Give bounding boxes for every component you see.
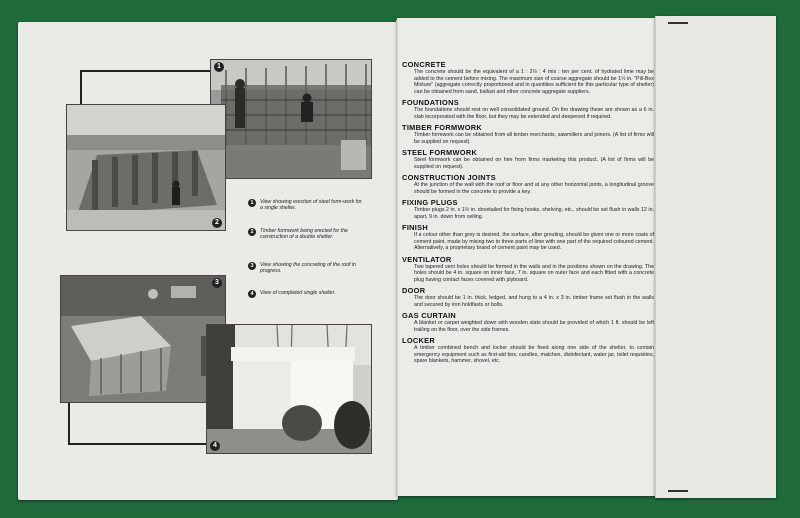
section-foundations [402, 98, 654, 120]
caption-photo-2 [250, 228, 365, 241]
section-body: A blanket or carpet weighted down with wooden slats should be provided of which 1 ft. should be left trailing on the floor, over the side frames. [414, 320, 654, 333]
section-title: FINISH [402, 223, 429, 232]
section-title: TIMBER FORMWORK [402, 123, 483, 132]
section-body: Two tapered vent holes should be formed in the walls and in the positions shown on the drawing. The holes should be 4 in. square on inner face, 7 in. square on outer face and each fitted with a concrete plug having contact faces covered with plyboard. [414, 263, 654, 283]
section-construction-joints [402, 173, 654, 195]
section-gas-curtain [402, 311, 654, 333]
caption-text: View showing the concreting of the roof in progress. [260, 262, 356, 275]
section-steel-formwork [402, 148, 654, 170]
caption-number: 2 [248, 228, 256, 236]
section-door [402, 286, 654, 308]
caption-photo-4 [250, 290, 365, 297]
section-fixing-plugs [402, 198, 654, 220]
section-title: CONSTRUCTION JOINTS [402, 173, 496, 182]
flap-mark-bottom [668, 490, 688, 492]
section-body: At the junction of the wall with the roof or floor and at any other horizontal joints, a longitudinal groove should be formed in the concrete to provide a key. [414, 182, 654, 195]
section-timber-formwork [402, 123, 654, 145]
section-title: LOCKER [402, 336, 436, 345]
caption-text: Timber formwork being erected for the construction of a double shelter. [260, 228, 348, 241]
caption-text: View of completed single shelter. [260, 290, 336, 296]
specification-sections [402, 60, 654, 368]
frame-line [80, 70, 82, 105]
photo-number-badge: 4 [210, 441, 220, 451]
frame-line [68, 443, 208, 445]
caption-photo-3 [250, 262, 365, 275]
section-title: STEEL FORMWORK [402, 148, 478, 157]
section-body: If a colour other than grey is desired, the surface, after grouting, should be given one or more coats of cement paint, made by mixing two to three parts of lime with one part of the required coloured cement. Alternatively, a proprietary brand of cement paint may be used. [414, 232, 654, 251]
section-body: Timber plugs 2 in. x 1½ in. dovetailed for fixing hooks, shelving, etc., should be set flush in walls 12 in. apart, 9 in. down from ceiling. [414, 207, 654, 220]
fold-out-flap [655, 16, 776, 498]
section-body: Timber formwork can be obtained from all timber merchants, sawmillers and joiners. (A list of firms will be supplied on request). [414, 132, 654, 145]
caption-number: 3 [248, 262, 256, 270]
section-title: VENTILATOR [402, 254, 452, 264]
caption-number: 1 [248, 199, 256, 207]
photo-timber-formwork [66, 104, 226, 231]
section-finish [402, 223, 654, 252]
photo-completed-shelter [206, 324, 372, 454]
flap-mark-top [668, 22, 688, 24]
caption-photo-1 [250, 199, 365, 212]
photo-number-badge: 2 [212, 218, 222, 228]
section-title: CONCRETE [402, 60, 446, 69]
section-ventilator [402, 255, 654, 284]
frame-line [68, 400, 70, 444]
section-body: A timber combined bench and locker should be fixed along one side of the shelter, to contain emergency equipment such as first-aid box, candles, matches, disinfectant, water jar, toilet requisites, spare blankets, hammer, shovel, etc. [414, 345, 654, 364]
photo-number-badge: 3 [212, 278, 222, 288]
spine [396, 20, 399, 496]
caption-text: View showing erection of steel form-work for a single shelter. [260, 199, 362, 212]
frame-line [80, 70, 210, 72]
section-title: FOUNDATIONS [402, 98, 459, 107]
section-body: The concrete should be the equivalent of a 1 : 2½ : 4 mix : ten per cent. of hydrated lime may be added to the cement before mixing. The maximum size of coarse aggregate should be 1½ in. "Pill-Box Mixture" (aggregate correctly proportioned and in quantities sufficient for this particular type of shelter) can be obtained from sand, ballast and other concrete aggregate suppliers. [414, 69, 654, 95]
section-body: The foundations should rest on well consolidated ground. On the drawing these are shown as a 6 in. slab incorporated with the floor, but they may be extended and deepened if required. [414, 107, 654, 120]
section-locker [402, 336, 654, 365]
section-title: GAS CURTAIN [402, 311, 457, 320]
section-title: DOOR [402, 286, 426, 295]
photo-timber-formwork-image [67, 105, 225, 230]
photo-roof-concreting-image [61, 276, 225, 402]
caption-number: 4 [248, 290, 256, 298]
section-concrete [402, 60, 654, 95]
photo-steel-formwork [210, 59, 372, 179]
section-body: The door should be 1 in. thick, ledged, and hung to a 4 in. x 3 in. timber frame set flush in the walls and secured by iron holdfasts or bolts. [414, 295, 654, 308]
photo-number-badge: 1 [214, 62, 224, 72]
photo-completed-shelter-image [207, 325, 371, 453]
photo-roof-concreting [60, 275, 226, 403]
section-body: Steel formwork can be obtained on hire from firms marketing this product. (A list of firms will be supplied on request). [414, 157, 654, 170]
section-title: FIXING PLUGS [402, 198, 458, 207]
photo-steel-formwork-image [211, 60, 371, 178]
